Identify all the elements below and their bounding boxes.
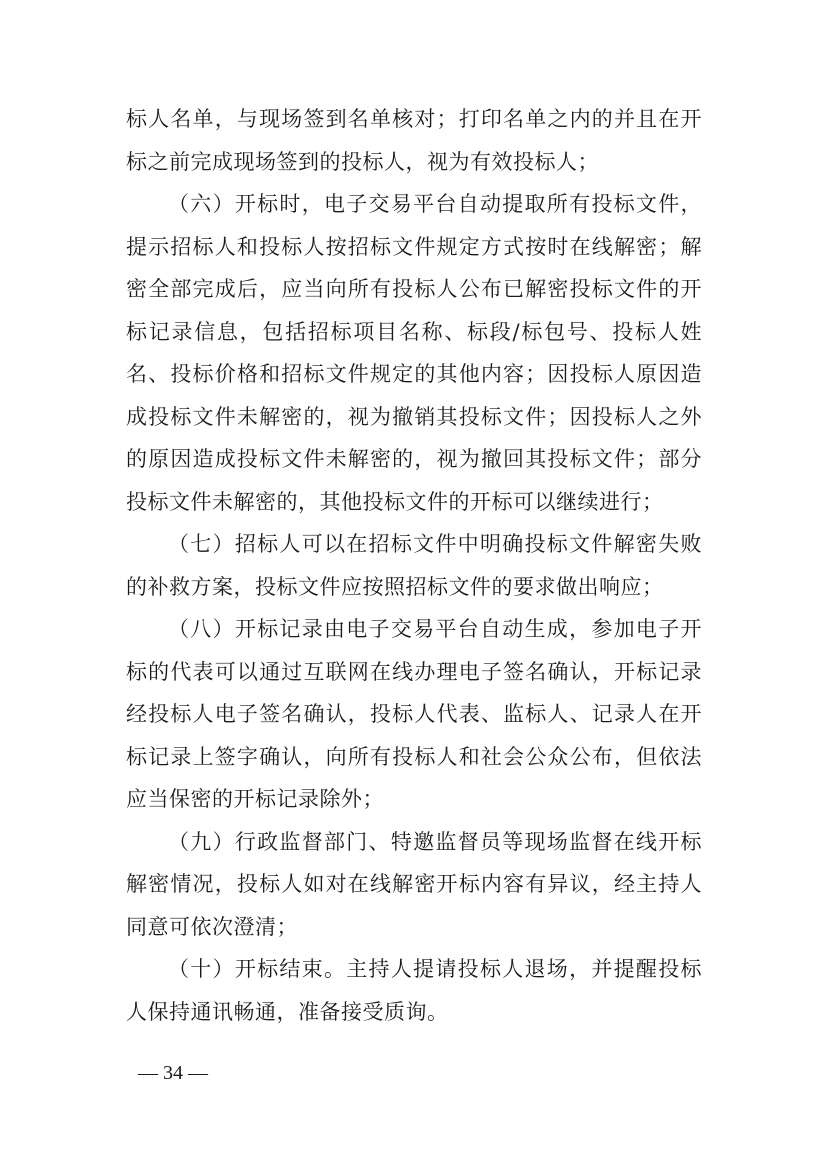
text-line: 提示招标人和投标人按招标文件规定方式按时在线解密；解 [126,234,702,259]
text-line: 标人名单，与现场签到名单核对；打印名单之内的并且在开 [126,107,702,131]
text-line: 标的代表可以通过互联网在线办理电子签名确认，开标记录 [126,659,702,684]
clause-7-heading-line: （七）招标人可以在招标文件中明确投标文件解密失败 [168,532,702,556]
text-line: 的原因造成投标文件未解密的，视为撤回其投标文件；部分 [126,447,702,471]
text-line: 密全部完成后，应当向所有投标人公布已解密投标文件的开 [126,277,702,301]
clause-9-heading-line: （九）行政监督部门、特邀监督员等现场监督在线开标 [168,829,702,854]
text-line: 的补救方案，投标文件应按照招标文件的要求做出响应； [126,574,664,599]
body-text [126,98,702,1033]
text-line: 经投标人电子签名确认，投标人代表、监标人、记录人在开 [126,702,702,726]
text-line: 成投标文件未解密的，视为撤销其投标文件；因投标人之外 [126,404,702,429]
text-line: 人保持通讯畅通，准备接受质询。 [126,999,449,1024]
clause-8-heading-line: （八）开标记录由电子交易平台自动生成，参加电子开 [168,617,702,641]
text-line: 标之前完成现场签到的投标人，视为有效投标人； [126,149,599,174]
text-line: 解密情况，投标人如对在线解密开标内容有异议，经主持人 [126,872,702,896]
clause-10-heading-line: （十）开标结束。主持人提请投标人退场，并提醒投标 [168,957,702,981]
text-line: 名、投标价格和招标文件规定的其他内容；因投标人原因造 [126,362,702,386]
text-line: 同意可依次澄清； [126,914,298,939]
text-line: 标记录信息，包括招标项目名称、标段/标包号、投标人姓 [126,319,702,344]
text-line: 标记录上签字确认，向所有投标人和社会公众公布，但依法 [126,744,702,769]
text-line: 投标文件未解密的，其他投标文件的开标可以继续进行； [126,489,664,514]
page-number: — 34 — [138,1062,208,1084]
clause-6-heading-line: （六）开标时，电子交易平台自动提取所有投标文件， [168,192,702,216]
text-line: 应当保密的开标记录除外； [126,787,384,811]
